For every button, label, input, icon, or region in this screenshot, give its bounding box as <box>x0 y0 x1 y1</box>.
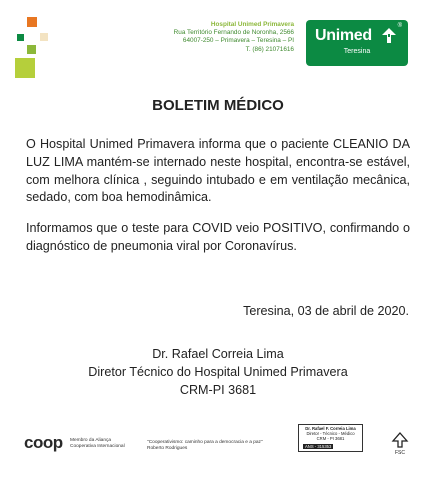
fsc-tree-icon <box>391 432 409 448</box>
coop-member-line-2: Cooperativa Internacional <box>70 443 125 449</box>
coop-logo: coop <box>24 433 63 452</box>
paragraph-diagnosis: Informamos que o teste para COVID veio POSITIVO, confirmando o diagnóstico de pneumonia viral por Coronavírus. <box>26 221 410 253</box>
hospital-address <box>174 21 294 54</box>
logo-text: Unimed <box>315 27 372 44</box>
coop-member-line-1: Membro da Aliança <box>70 438 112 443</box>
phone: T. (86) 21071616 <box>245 45 294 53</box>
cooperativism-quote <box>147 440 263 451</box>
unimed-tree-icon <box>381 28 397 43</box>
stamp-line-2: Diretor - Técnico - Médico <box>306 431 355 436</box>
paragraph-status: O Hospital Unimed Primavera informa que o paciente CLEANIO DA LUZ LIMA mantém-se internado neste hospital, encontra-se estável, com melhora clínica , seguindo intubado e em ventilação mecânica, sedado, com boa hemodinâmica. <box>26 137 410 205</box>
fsc-label: FSC <box>395 450 405 456</box>
decor-square-green-small <box>27 45 36 54</box>
stamp-line-3: CRM - PI 3681 <box>316 436 345 441</box>
signature-block <box>0 346 436 399</box>
logo-subtitle: Teresina <box>343 48 371 55</box>
decor-square-lime <box>15 58 35 78</box>
registered-mark: ® <box>397 23 402 29</box>
decor-square-beige <box>40 33 48 41</box>
fsc-badge <box>389 432 411 456</box>
stamp-name: Dr. Rafael F. Correia Lima <box>305 426 356 431</box>
signer-role: Diretor Técnico do Hospital Unimed Primavera <box>88 364 348 379</box>
quote-line-2: Roberto Rodrigues <box>147 445 188 451</box>
director-stamp <box>298 424 363 452</box>
address-line-1: Rua Território Fernando de Noronha, 2566 <box>173 29 294 37</box>
decor-square-dark-green <box>17 34 24 41</box>
signer-crm: CRM-PI 3681 <box>179 382 257 397</box>
document-date: Teresina, 03 de abril de 2020. <box>243 304 409 318</box>
unimed-logo <box>306 20 408 66</box>
coop-member-text <box>70 438 125 449</box>
stamp-ans: ANS - 315353 <box>305 444 332 449</box>
hospital-name: Hospital Unimed Primavera <box>210 21 294 28</box>
decor-square-orange <box>27 17 37 27</box>
quote-line-1: "Cooperativismo: caminho para a democracia e a paz" <box>147 440 263 445</box>
address-line-2: 64007-250 – Primavera – Teresina – PI <box>182 37 294 45</box>
signer-name: Dr. Rafael Correia Lima <box>152 347 284 361</box>
document-title: BOLETIM MÉDICO <box>152 97 284 114</box>
